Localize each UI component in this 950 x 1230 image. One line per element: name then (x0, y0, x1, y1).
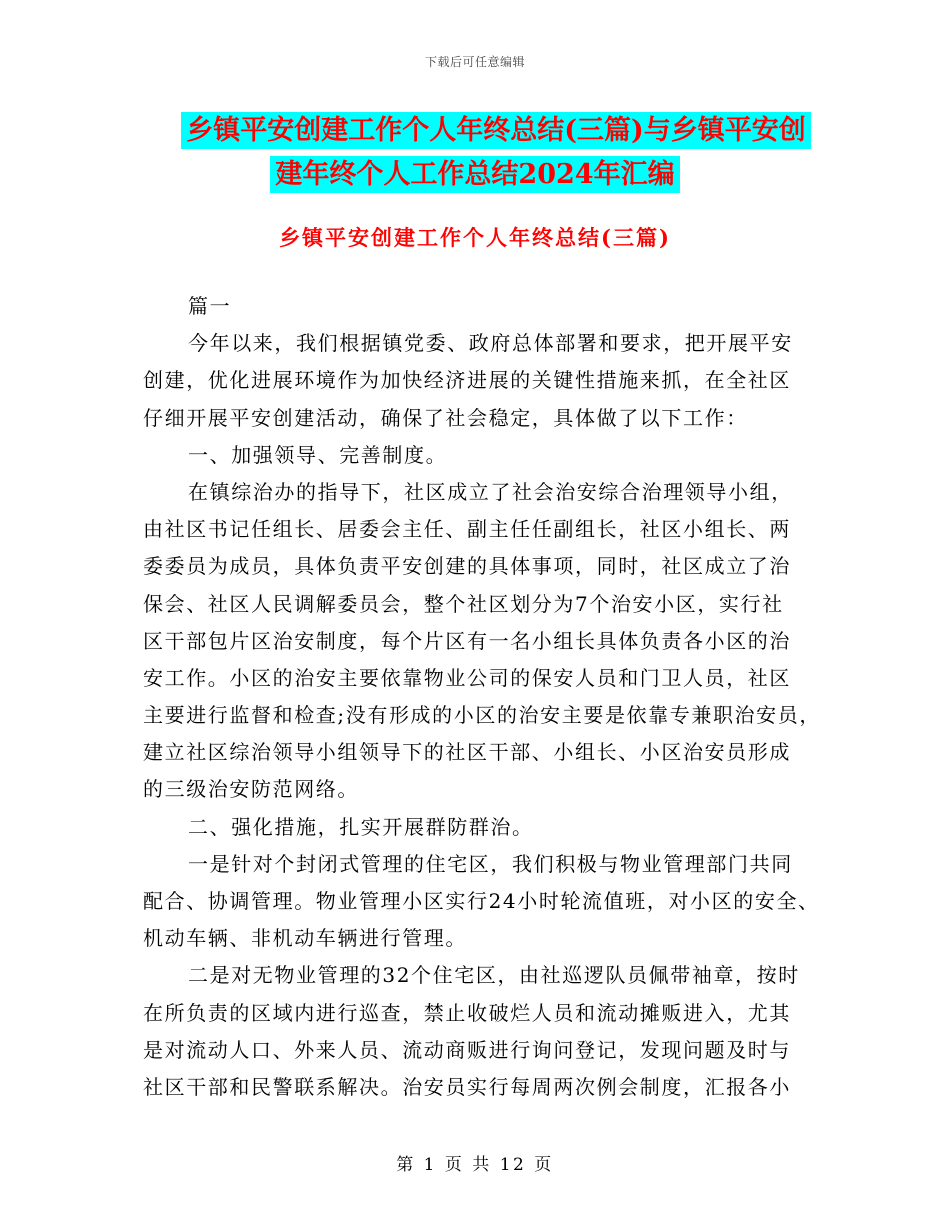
body-line: 创建，优化进展环境作为加快经济进展的关键性措施来抓，在全社区 (143, 368, 791, 393)
body-line: 保会、社区人民调解委员会，整个社区划分为7个治安小区，实行社 (143, 591, 784, 616)
title-highlight-text: 乡镇平安创建工作个人年终总结(三篇)与乡镇平安创 (181, 112, 811, 149)
section-title: 乡镇平安创建工作个人年终总结(三篇) (279, 225, 671, 250)
body-line: 今年以来，我们根据镇党委、政府总体部署和要求，把开展平安 (188, 331, 793, 356)
body-line: 一、加强领导、完善制度。 (188, 442, 448, 467)
section-heading (143, 809, 843, 846)
header-note: 下载后可任意编辑 (424, 55, 525, 69)
body-line: 委委员为成员，具体负责平安创建的具体事项，同时，社区成立了治 (143, 554, 791, 579)
body-line: 二、强化措施，扎实开展群防群治。 (188, 814, 534, 839)
title-line (0, 109, 950, 153)
body-line: 是对流动人口、外来人员、流动商贩进行询问登记，发现问题及时与 (143, 1037, 791, 1062)
title-highlight-text: 建年终个人工作总结2024年汇编 (270, 156, 679, 193)
body-line: 主要进行监督和检查;没有形成的小区的治安主要是依靠专兼职治安员， (143, 703, 821, 728)
body-line: 仔细开展平安创建活动，确保了社会稳定，具体做了以下工作： (143, 405, 748, 430)
page-indicator: 第 1 页 共 12 页 (396, 1155, 554, 1175)
paragraph (143, 325, 843, 437)
body-line: 一是针对个封闭式管理的住宅区，我们积极与物业管理部门共同 (188, 851, 793, 876)
body-line: 机动车辆、非机动车辆进行管理。 (143, 926, 467, 951)
body-line: 篇一 (188, 294, 232, 318)
body-line: 建立社区综治领导小组领导下的社区干部、小组长、小区治安员形成 (143, 740, 791, 765)
body-line: 的三级治安防范网络。 (143, 777, 359, 802)
body-line: 配合、协调管理。物业管理小区实行24小时轮流值班，对小区的安全、 (143, 889, 820, 913)
body-line: 区干部包片区治安制度，每个片区有一名小组长具体负责各小区的治 (143, 628, 791, 653)
body-line: 社区干部和民警联系解决。治安员实行每周两次例会制度，汇报各小 (143, 1074, 791, 1099)
body-line: 由社区书记任组长、居委会主任、副主任任副组长，社区小组长、两 (143, 517, 791, 542)
paragraph (143, 846, 843, 958)
paragraph (143, 957, 843, 1106)
body-line: 二是对无物业管理的32个住宅区，由社巡逻队员佩带袖章，按时 (188, 963, 800, 988)
section-heading (143, 437, 843, 474)
paragraph (143, 474, 843, 809)
document-body (143, 288, 843, 1106)
body-line: 安工作。小区的治安主要依靠物业公司的保安人员和门卫人员，社区 (143, 665, 791, 690)
title-line (0, 153, 950, 197)
part-heading (143, 288, 843, 325)
document-title (0, 109, 950, 197)
body-line: 在镇综治办的指导下，社区成立了社会治安综合治理领导小组， (188, 479, 793, 504)
body-line: 在所负责的区域内进行巡查，禁止收破烂人员和流动摊贩进入，尤其 (143, 1000, 791, 1025)
page-footer (0, 1155, 950, 1175)
